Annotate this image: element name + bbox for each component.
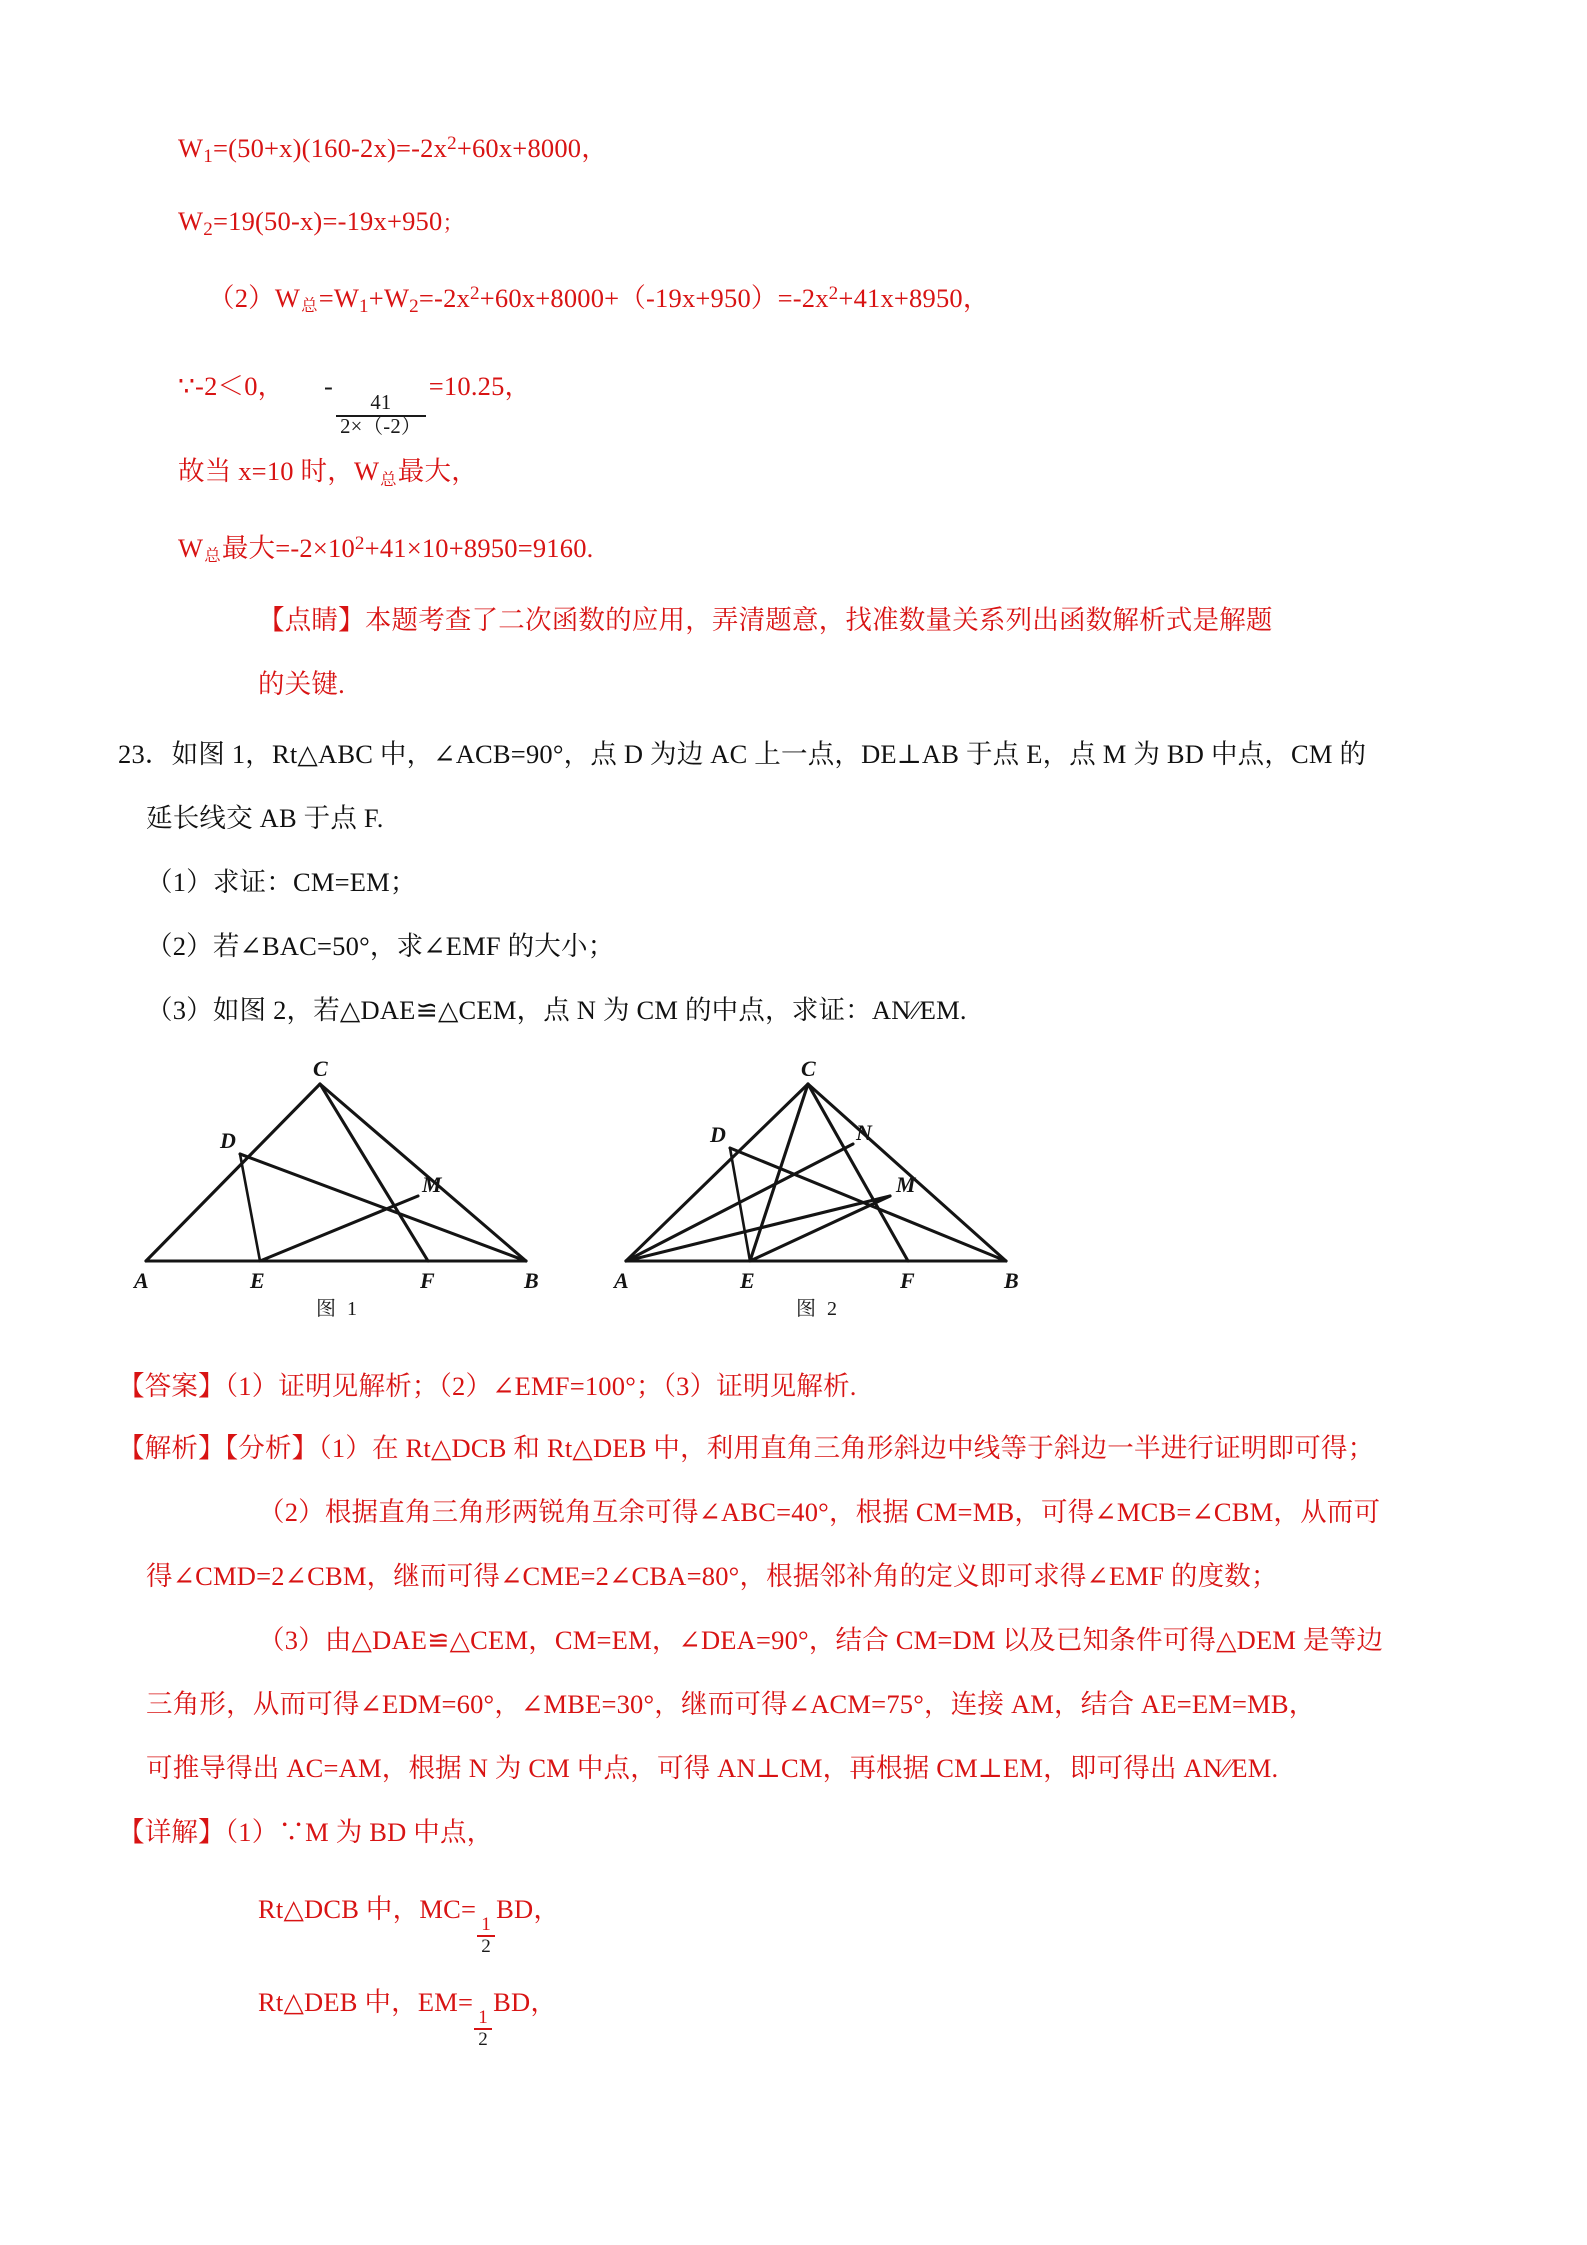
analysis-p3-l1: （3）由△DAE≌△CEM，CM=EM，∠DEA=90°，结合 CM=DM 以及已知条件可得△DEM 是等边: [258, 1625, 1384, 1656]
detail-2-pre: Rt△DCB 中，MC=: [258, 1894, 477, 1925]
fraction-numerator: 41: [370, 392, 392, 415]
total-subscript: 总: [301, 296, 318, 316]
question-23-part-2-text: （2）若∠BAC=50°，求∠EMF 的大小；: [146, 931, 615, 962]
max-value-b: 最大$=-2\times 10^2+41\times 10+8950=9160$.: [221, 532, 594, 563]
page-content: [118, 112, 1478, 2050]
vertex-fraction: [336, 393, 426, 438]
figure-2-label-M: M: [896, 1172, 916, 1198]
figure-2-label-C: C: [801, 1056, 816, 1082]
analysis-p2-l1: （2）根据直角三角形两锐角互余可得∠ABC=40°，根据 CM=MB，可得∠MCB=∠CBM，从而可: [258, 1497, 1381, 1528]
figure-1: [128, 1056, 548, 1321]
detail-3-numerator: 1: [478, 2007, 489, 2029]
figure-2-label-N: N: [856, 1120, 872, 1146]
figure-1-label-F: F: [420, 1268, 435, 1294]
question-23-part-2: [146, 914, 1478, 978]
question-23-stem-line-2: [146, 786, 1478, 850]
max-value-a: W: [178, 532, 204, 563]
figure-2-drawing: [608, 1056, 1028, 1301]
detail-2-denominator: 2: [481, 1936, 491, 1958]
max-at-a: 故当 x=10 时，W: [178, 455, 380, 486]
figure-1-label-B: B: [524, 1268, 539, 1294]
analysis-p3-l2: 三角形，从而可得∠EDM=60°，∠MBE=30°，继而可得∠ACM=75°，连接 AM，结合 AE=EM=MB，: [146, 1689, 1316, 1720]
question-23-stem-1: 23．如图 1，Rt△ABC 中，∠ACB=90°，点 D 为边 AC 上一点，DE⊥AB 于点 E，点 M 为 BD 中点，CM 的: [118, 739, 1367, 770]
analysis-label-fenxi: 【分析】: [224, 1433, 319, 1464]
question-23-part-3: [146, 978, 1478, 1042]
detail-3-post: BD，: [493, 1987, 558, 2018]
total-rest: $=W_1+W_2=-2x^2+60x+8000+(-19x+950)=-2x^2+41x+8950$，: [318, 282, 990, 317]
detail-3-fraction: [474, 2008, 492, 2050]
answer-line: [118, 1356, 1478, 1416]
max-at-subscript: 总: [380, 469, 397, 489]
answer-text: （1）证明见解析；（2）∠EMF=100°；（3）证明见解析.: [224, 1371, 857, 1402]
figure-1-label-C: C: [313, 1056, 328, 1082]
analysis-label-jiexi: 【解析】: [118, 1433, 225, 1464]
analysis-p3-l3: 可推导得出 AC=AM，根据 N 为 CM 中点，可得 AN⊥CM，再根据 CM⊥EM，即可得出 AN∕∕EM.: [146, 1753, 1279, 1784]
dianjing-label: 【点睛】: [258, 605, 365, 636]
w1-text: $W_1=(50+x)(160-2x)=-2x^2+60x+8000$，: [178, 133, 608, 167]
detail-2-fraction: [477, 1915, 495, 1957]
detail-line-2: [258, 1864, 1478, 1957]
detail-line-1: [118, 1800, 1478, 1864]
figure-1-caption: 图 1: [316, 1298, 360, 1321]
vertex-minus: -: [324, 371, 334, 402]
dianjing-line-2: [258, 652, 1478, 716]
segment-CF: [320, 1084, 428, 1261]
figure-2-label-A: A: [614, 1268, 629, 1294]
segment-AM: [626, 1196, 890, 1261]
detail-2-post: BD，: [496, 1894, 561, 1925]
figure-2: [608, 1056, 1028, 1321]
detail-line-3: [258, 1957, 1478, 2050]
solution-line-vertex: [178, 338, 1478, 438]
detail-3-pre: Rt△DEB 中，EM=: [258, 1987, 474, 2018]
analysis-line-6: [146, 1736, 1478, 1800]
total-prefix: （2）W: [208, 282, 301, 313]
figure-1-label-M: M: [422, 1172, 442, 1198]
segment-DB: [240, 1154, 526, 1261]
segment-AC: [146, 1084, 320, 1261]
figure-2-label-E: E: [740, 1268, 755, 1294]
dianjing-line-1: [258, 588, 1478, 652]
figure-2-label-B: B: [1004, 1268, 1019, 1294]
question-23-part-1: [146, 850, 1478, 914]
segment-CF: [808, 1084, 908, 1261]
figure-1-drawing: [128, 1056, 548, 1301]
segment-AN: [626, 1144, 853, 1261]
segment-EM: [260, 1196, 418, 1261]
analysis-p2-l2: 得∠CMD=2∠CBM，继而可得∠CME=2∠CBA=80°，根据邻补角的定义即可求得∠EMF 的度数；: [146, 1561, 1278, 1592]
solution-line-w1: [178, 112, 1478, 189]
detail-3-denominator: 2: [478, 2029, 489, 2051]
analysis-line-4: [258, 1608, 1478, 1672]
vertex-suffix: =10.25，: [428, 371, 532, 402]
solution-line-max-at: [178, 439, 1478, 512]
question-23-part-1-text: （1）求证：CM=EM；: [146, 867, 417, 898]
detail-2-numerator: 1: [481, 1914, 491, 1936]
analysis-line-5: [146, 1672, 1478, 1736]
dianjing-text-2: 的关键.: [258, 669, 345, 700]
solution-line-max-value: [178, 512, 1478, 589]
answer-label: 【答案】: [118, 1371, 225, 1402]
analysis-line-3: [146, 1544, 1478, 1608]
figure-1-label-A: A: [134, 1268, 149, 1294]
figure-2-caption: 图 2: [796, 1298, 840, 1321]
max-at-b: 最大，: [397, 455, 478, 486]
figure-1-label-E: E: [250, 1268, 265, 1294]
segment-AC: [626, 1084, 808, 1261]
vertex-prefix: ∵-2＜0，: [178, 371, 285, 402]
analysis-p1: （1）在 Rt△DCB 和 Rt△DEB 中，利用直角三角形斜边中线等于斜边一半进行证明即可得；: [318, 1433, 1375, 1464]
figure-1-label-D: D: [220, 1128, 236, 1154]
figure-2-label-D: D: [710, 1122, 726, 1148]
question-23-part-3-text: （3）如图 2，若△DAE≌△CEM，点 N 为 CM 的中点，求证：AN∕∕EM.: [146, 995, 967, 1026]
segment-EM: [750, 1196, 890, 1261]
question-23-stem-line-1: [118, 722, 1478, 786]
dianjing-text-1: 本题考查了二次函数的应用，弄清题意，找准数量关系列出函数解析式是解题: [364, 605, 1273, 636]
analysis-line-2: [258, 1480, 1478, 1544]
fraction-denominator: 2×（-2）: [340, 415, 422, 438]
detail-text-1: （1）∵M 为 BD 中点，: [224, 1817, 494, 1848]
figure-2-label-F: F: [900, 1268, 915, 1294]
segment-DE: [240, 1154, 260, 1261]
analysis-line-1: [118, 1416, 1478, 1480]
figure-group: [118, 1056, 1478, 1356]
w2-text: $W_2=19(50-x)=-19x+950$；: [178, 205, 464, 240]
solution-line-total: [208, 262, 1478, 339]
max-value-subscript: 总: [204, 546, 221, 566]
segment-DB: [730, 1148, 1006, 1261]
question-23-stem-2: 延长线交 AB 于点 F.: [146, 803, 384, 834]
solution-line-w2: [178, 189, 1478, 262]
detail-label: 【详解】: [118, 1817, 225, 1848]
